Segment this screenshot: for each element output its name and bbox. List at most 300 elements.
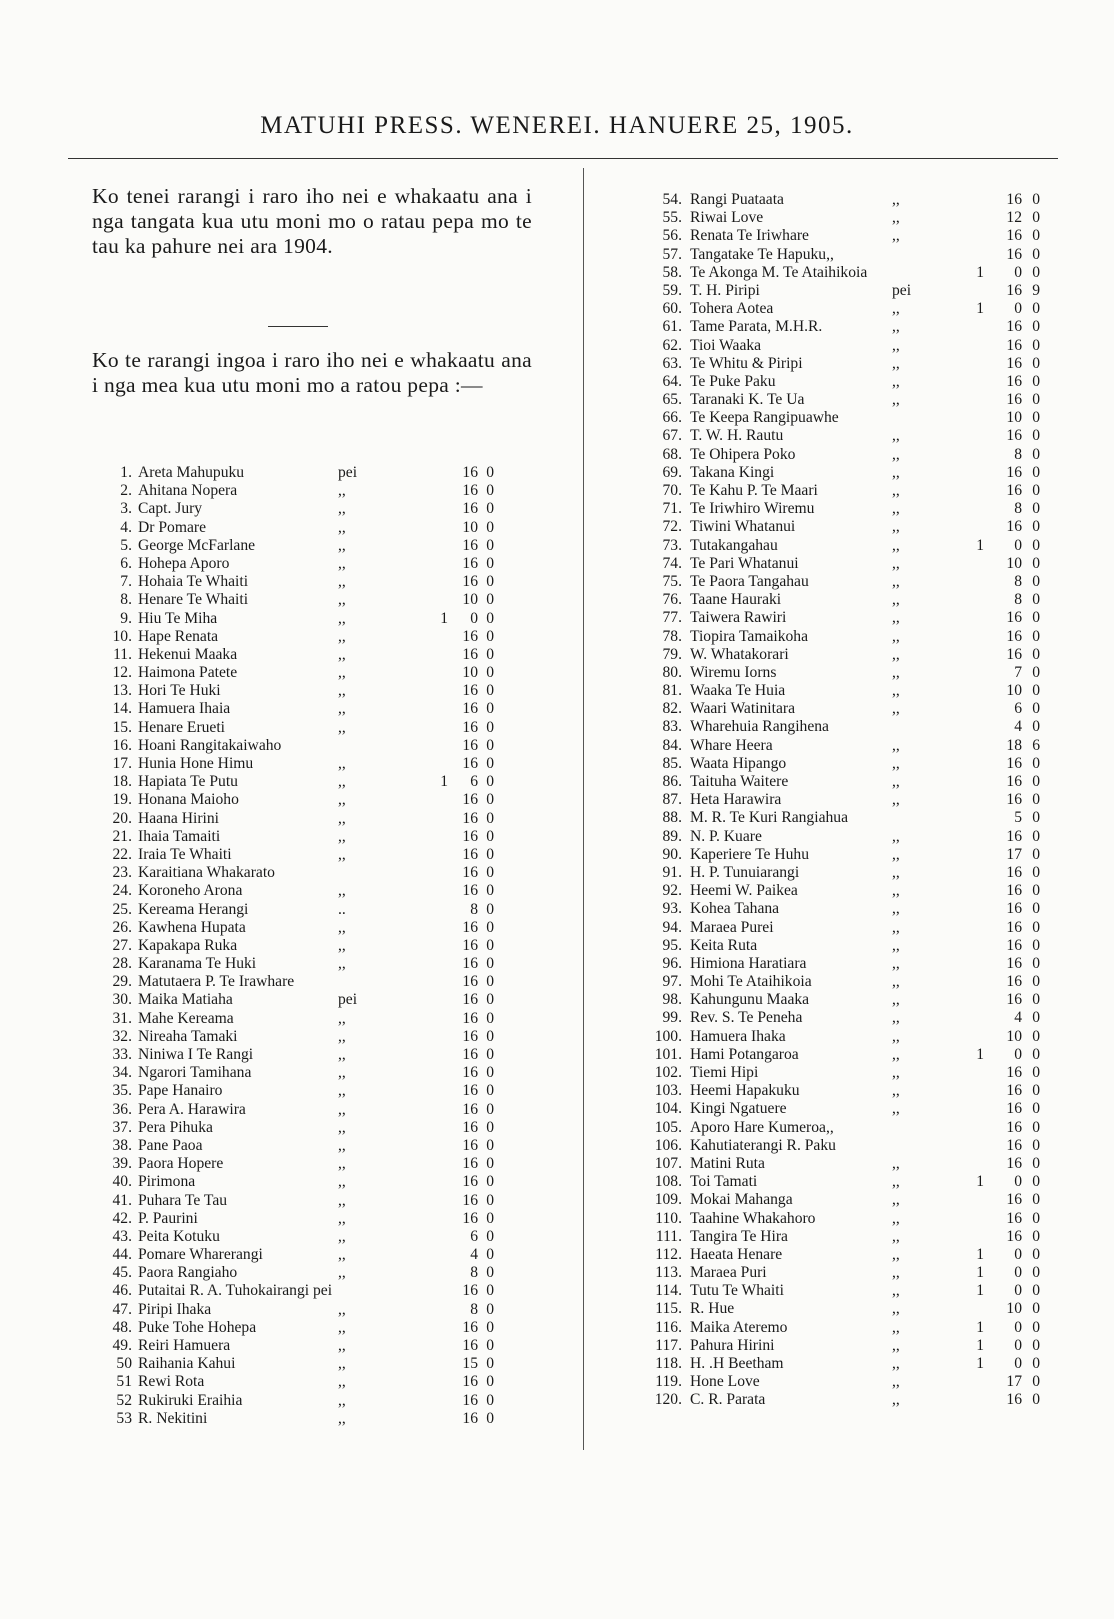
entry-name: Heemi Hapakuku (690, 1082, 800, 1100)
amount-shillings: 0 (1014, 1045, 1022, 1063)
entry-name: Tiopira Tamaikoha (690, 627, 809, 645)
entry-number: 28. (112, 955, 132, 973)
amount-pence: 0 (486, 1300, 494, 1318)
amount-pence: 0 (486, 955, 494, 973)
entry-name: W. Whatakorari (690, 645, 789, 663)
page-header: MATUHI PRESS. WENEREI. HANUERE 25, 1905. (260, 112, 854, 139)
amount-shillings: 0 (1014, 1336, 1022, 1354)
list-item (640, 318, 1080, 336)
entry-mark: ,, (338, 645, 346, 663)
amount-pence: 0 (1032, 936, 1040, 954)
entry-number: 88. (662, 809, 682, 827)
entry-number: 78. (662, 627, 682, 645)
entry-name: Pape Hanairo (138, 1082, 223, 1100)
amount-pence: 0 (1032, 609, 1040, 627)
list-item (92, 1282, 512, 1300)
list-item (640, 1355, 1080, 1373)
entry-number: 115. (655, 1300, 682, 1318)
entry-name: Kereama Herangi (138, 900, 249, 918)
amount-shillings: 16 (1006, 245, 1022, 263)
entry-name: T. W. H. Rautu (690, 427, 784, 445)
amount-shillings: 6 (470, 773, 478, 791)
amount-pence: 0 (1032, 463, 1040, 481)
list-item (640, 955, 1080, 973)
amount-shillings: 16 (1006, 991, 1022, 1009)
amount-shillings: 17 (1006, 845, 1022, 863)
list-item (640, 300, 1080, 318)
entry-number: 37. (112, 1118, 132, 1136)
amount-shillings: 16 (1006, 354, 1022, 372)
entry-number: 82. (662, 700, 682, 718)
amount-pence: 0 (1032, 554, 1040, 572)
list-item (640, 555, 1080, 573)
amount-shillings: 16 (1006, 1209, 1022, 1227)
entry-mark: ,, (892, 1245, 900, 1263)
entry-number: 39. (112, 1155, 132, 1173)
amount-pence: 0 (1032, 954, 1040, 972)
entry-mark: ,, (338, 1355, 346, 1373)
entry-number: 95. (662, 936, 682, 954)
amount-shillings: 16 (1006, 754, 1022, 772)
amount-shillings: 16 (462, 645, 478, 663)
amount-pence: 0 (486, 1355, 494, 1373)
amount-shillings: 16 (462, 1100, 478, 1118)
amount-pence: 0 (1032, 336, 1040, 354)
amount-pence: 0 (1032, 809, 1040, 827)
entry-mark: ,, (892, 1154, 900, 1172)
entry-number: 111. (655, 1227, 682, 1245)
list-item (640, 700, 1080, 718)
entry-mark: ,, (338, 1300, 346, 1318)
list-item (640, 337, 1080, 355)
list-item (92, 973, 512, 991)
amount-pence: 0 (486, 1064, 494, 1082)
entry-number: 14. (112, 700, 132, 718)
entry-mark: ,, (892, 882, 900, 900)
entry-number: 83. (662, 718, 682, 736)
entry-mark: ,, (338, 1082, 346, 1100)
amount-pence: 0 (1032, 209, 1040, 227)
amount-shillings: 0 (1014, 1318, 1022, 1336)
entry-number: 75. (662, 572, 682, 590)
entry-mark: ,, (892, 1173, 900, 1191)
amount-pounds: 1 (976, 1318, 984, 1336)
list-item (640, 209, 1080, 227)
entry-number: 56. (662, 227, 682, 245)
amount-shillings: 10 (462, 591, 478, 609)
list-item (640, 809, 1080, 827)
list-item (640, 1028, 1080, 1046)
entry-name: Kawhena Hupata (138, 918, 246, 936)
entry-mark: ,, (892, 1082, 900, 1100)
entry-mark: ,, (892, 445, 900, 463)
list-item (92, 1064, 512, 1082)
amount-shillings: 16 (462, 809, 478, 827)
amount-pence: 0 (486, 882, 494, 900)
entry-number: 7. (120, 573, 132, 591)
amount-pence: 0 (1032, 1227, 1040, 1245)
list-item (92, 737, 512, 755)
amount-pence: 0 (1032, 1173, 1040, 1191)
list-item (92, 755, 512, 773)
entry-name: Heemi W. Paikea (690, 882, 798, 900)
entry-name: C. R. Parata (690, 1391, 766, 1409)
amount-shillings: 16 (462, 791, 478, 809)
amount-pence: 0 (486, 936, 494, 954)
list-item (92, 1392, 512, 1410)
entry-number: 27. (112, 936, 132, 954)
list-item (92, 1010, 512, 1028)
amount-shillings: 16 (462, 464, 478, 481)
entry-number: 74. (662, 554, 682, 572)
amount-shillings: 8 (1014, 591, 1022, 609)
entry-number: 97. (662, 973, 682, 991)
amount-pence: 0 (1032, 372, 1040, 390)
entry-number: 31. (112, 1009, 132, 1027)
entry-number: 109. (654, 1191, 682, 1209)
amount-pence: 0 (1032, 1009, 1040, 1027)
amount-shillings: 16 (1006, 1118, 1022, 1136)
list-item (640, 628, 1080, 646)
entry-number: 33. (112, 1046, 132, 1063)
entry-name: Rukiruki Eraihia (138, 1391, 243, 1409)
list-item (640, 1009, 1080, 1027)
amount-shillings: 16 (462, 627, 478, 645)
entry-name: Taranaki K. Te Ua (690, 391, 805, 409)
entry-mark: ,, (892, 609, 900, 627)
entry-name: Aporo Hare Kumeroa,, (690, 1118, 834, 1136)
amount-pence: 0 (1032, 1064, 1040, 1081)
list-item (92, 664, 512, 682)
entry-number: 102. (654, 1064, 682, 1081)
entry-name: Hapiata Te Putu (138, 773, 238, 791)
entry-name: Taane Hauraki (690, 591, 782, 609)
list-item (640, 1082, 1080, 1100)
entry-name: P. Paurini (138, 1209, 198, 1227)
entry-mark: ,, (892, 973, 900, 991)
entry-number: 113. (655, 1264, 682, 1282)
amount-pence: 0 (486, 1227, 494, 1245)
amount-shillings: 16 (462, 973, 478, 991)
entry-number: 100. (654, 1027, 682, 1045)
entry-number: 54. (662, 191, 682, 208)
entry-name: Henare Erueti (138, 718, 226, 736)
amount-pence: 0 (1032, 1154, 1040, 1172)
amount-pounds: 1 (976, 1245, 984, 1263)
list-item (92, 1137, 512, 1155)
amount-pence: 0 (486, 591, 494, 609)
list-item (640, 991, 1080, 1009)
list-item (92, 1319, 512, 1337)
entry-name: Taiwera Rawiri (690, 609, 787, 627)
entry-mark: ,, (892, 1373, 900, 1391)
entry-number: 16. (112, 736, 132, 754)
entry-mark: ,, (892, 918, 900, 936)
entry-number: 13. (112, 682, 132, 700)
amount-shillings: 16 (462, 936, 478, 954)
amount-pence: 0 (1032, 1245, 1040, 1263)
entry-mark: ,, (338, 718, 346, 736)
amount-pence: 0 (1032, 1209, 1040, 1227)
amount-shillings: 16 (462, 1082, 478, 1100)
entry-mark: ,, (892, 1264, 900, 1282)
amount-shillings: 10 (1006, 1300, 1022, 1318)
entry-number: 62. (662, 336, 682, 354)
entry-number: 98. (662, 991, 682, 1009)
amount-shillings: 16 (1006, 918, 1022, 936)
entry-name: Taituha Waitere (690, 773, 789, 790)
entry-mark: pei (892, 281, 912, 299)
entry-mark: ,, (338, 1155, 346, 1173)
entry-mark: ,, (892, 536, 900, 554)
entry-number: 77. (662, 609, 682, 627)
entry-name: Riwai Love (690, 209, 764, 227)
entry-mark: ,, (338, 591, 346, 609)
entry-mark: ,, (892, 300, 900, 318)
amount-shillings: 16 (462, 827, 478, 845)
amount-pence: 0 (1032, 918, 1040, 936)
entry-name: Karanama Te Huki (138, 955, 257, 973)
entry-name: Tohera Aotea (690, 300, 774, 318)
list-item (640, 573, 1080, 591)
entry-name: M. R. Te Kuri Rangiahua (690, 809, 849, 827)
list-item (640, 373, 1080, 391)
entry-mark: ,, (338, 918, 346, 936)
entry-mark: ,, (338, 955, 346, 973)
entry-name: Hami Potangaroa (690, 1045, 799, 1063)
entry-name: Puke Tohe Hohepa (138, 1318, 257, 1336)
list-item (92, 828, 512, 846)
list-item (640, 1137, 1080, 1155)
entry-number: 38. (112, 1136, 132, 1154)
amount-pence: 6 (1032, 736, 1040, 754)
amount-shillings: 16 (462, 1136, 478, 1154)
entry-name: Te Puke Paku (690, 372, 776, 390)
entry-name: Hohaia Te Whaiti (138, 573, 249, 591)
header-rule (68, 158, 1058, 159)
entry-name: Mahe Kereama (138, 1009, 234, 1027)
amount-shillings: 4 (1014, 718, 1022, 736)
entry-number: 68. (662, 445, 682, 463)
entry-number: 79. (662, 645, 682, 663)
amount-shillings: 16 (462, 1064, 478, 1082)
entry-number: 57. (662, 245, 682, 263)
amount-shillings: 8 (1014, 445, 1022, 463)
amount-shillings: 16 (462, 500, 478, 518)
entry-number: 93. (662, 900, 682, 918)
entry-mark: ,, (892, 1318, 900, 1336)
entry-mark: ,, (892, 372, 900, 390)
list-item (92, 482, 512, 500)
list-item (92, 791, 512, 809)
entry-mark: ,, (892, 1282, 900, 1300)
list-item (92, 719, 512, 737)
entry-number: 84. (662, 736, 682, 754)
entry-mark: ,, (892, 463, 900, 481)
amount-pence: 0 (1032, 882, 1040, 900)
entry-mark: ,, (338, 809, 346, 827)
entry-number: 73. (662, 536, 682, 554)
entry-mark: ,, (338, 882, 346, 900)
amount-pence: 0 (1032, 1136, 1040, 1154)
amount-shillings: 16 (462, 1027, 478, 1045)
column-divider (583, 168, 584, 1450)
list-item (92, 846, 512, 864)
entry-mark: ,, (338, 791, 346, 809)
entry-name: T. H. Piripi (690, 281, 760, 299)
entry-number: 96. (662, 954, 682, 972)
entry-number: 51 (116, 1373, 132, 1391)
amount-pence: 0 (1032, 318, 1040, 336)
entry-mark: ,, (892, 591, 900, 609)
entry-name: Kaperiere Te Huhu (690, 845, 809, 863)
list-item (92, 810, 512, 828)
entry-number: 45. (112, 1264, 132, 1282)
entry-name: Maraea Puri (690, 1264, 767, 1282)
list-item (640, 718, 1080, 736)
list-item (640, 1264, 1080, 1282)
entry-number: 64. (662, 372, 682, 390)
amount-shillings: 6 (470, 1227, 478, 1245)
entry-number: 6. (120, 554, 132, 572)
entry-number: 23. (112, 864, 132, 882)
amount-shillings: 16 (1006, 791, 1022, 809)
entry-mark: ,, (338, 1118, 346, 1136)
entry-name: Pirimona (138, 1173, 196, 1191)
entry-name: Kahungunu Maaka (690, 991, 810, 1009)
list-item (640, 609, 1080, 627)
entry-mark: ,, (892, 1027, 900, 1045)
entry-name: Waata Hipango (690, 754, 787, 772)
entry-name: Honana Maioho (138, 791, 239, 809)
entry-number: 36. (112, 1100, 132, 1118)
amount-pence: 0 (486, 536, 494, 554)
entry-name: Hone Love (690, 1373, 760, 1391)
entry-name: Pera Pihuka (138, 1118, 213, 1136)
amount-pence: 0 (1032, 845, 1040, 863)
intro-paragraph-1: Ko tenei rarangi i raro iho nei e whakaatu ana i nga tangata kua utu moni mo o ratau pepa mo te tau ka pahure nei ara 1904. (92, 184, 532, 258)
list-item (640, 591, 1080, 609)
entry-number: 48. (112, 1318, 132, 1336)
amount-shillings: 16 (462, 1318, 478, 1336)
entry-name: Tutakangahau (690, 536, 778, 554)
entry-name: Reiri Hamuera (138, 1337, 231, 1354)
entry-name: Raihania Kahui (138, 1355, 236, 1373)
entry-name: Keita Ruta (690, 936, 758, 954)
amount-pence: 0 (1032, 1391, 1040, 1409)
amount-pence: 0 (1032, 245, 1040, 263)
list-item (640, 755, 1080, 773)
amount-pounds: 1 (976, 1355, 984, 1372)
amount-pence: 0 (486, 1318, 494, 1336)
amount-pence: 0 (1032, 1355, 1040, 1372)
amount-shillings: 16 (1006, 191, 1022, 208)
amount-pence: 0 (1032, 1300, 1040, 1318)
amount-shillings: 16 (1006, 609, 1022, 627)
amount-pence: 0 (1032, 754, 1040, 772)
entry-number: 12. (112, 664, 132, 682)
list-item (92, 1301, 512, 1319)
entry-name: Ngarori Tamihana (138, 1064, 252, 1082)
amount-shillings: 16 (1006, 1191, 1022, 1209)
entry-mark: ,, (338, 1373, 346, 1391)
entry-name: Paora Hopere (138, 1155, 224, 1173)
entry-number: 67. (662, 427, 682, 445)
amount-shillings: 16 (462, 536, 478, 554)
list-item (640, 464, 1080, 482)
amount-pence: 0 (486, 809, 494, 827)
list-item (92, 628, 512, 646)
amount-shillings: 16 (462, 991, 478, 1009)
amount-pence: 9 (1032, 281, 1040, 299)
list-item (640, 1119, 1080, 1137)
list-item (92, 1028, 512, 1046)
entry-mark: ,, (338, 1391, 346, 1409)
amount-pence: 0 (1032, 645, 1040, 663)
list-item (640, 1282, 1080, 1300)
list-item (640, 846, 1080, 864)
list-item (92, 573, 512, 591)
amount-pence: 0 (1032, 1264, 1040, 1282)
amount-pence: 0 (486, 464, 494, 481)
entry-mark: ,, (338, 1136, 346, 1154)
list-item (92, 864, 512, 882)
amount-shillings: 16 (462, 1155, 478, 1173)
entry-number: 18. (112, 773, 132, 791)
list-item (640, 1319, 1080, 1337)
amount-shillings: 16 (462, 682, 478, 700)
amount-pence: 0 (486, 1209, 494, 1227)
amount-shillings: 16 (462, 845, 478, 863)
entry-mark: ,, (338, 573, 346, 591)
entry-name: H. P. Tunuiarangi (690, 863, 800, 881)
list-item (92, 500, 512, 518)
amount-shillings: 8 (1014, 500, 1022, 518)
list-item (640, 664, 1080, 682)
entry-name: Maika Ateremo (690, 1318, 788, 1336)
amount-pence: 0 (1032, 973, 1040, 991)
amount-shillings: 8 (470, 1264, 478, 1282)
entry-number: 110. (655, 1209, 682, 1227)
amount-shillings: 16 (1006, 372, 1022, 390)
amount-pence: 0 (1032, 409, 1040, 427)
list-item (92, 610, 512, 628)
amount-shillings: 16 (462, 882, 478, 900)
entry-mark: ,, (338, 1009, 346, 1027)
amount-shillings: 16 (1006, 1227, 1022, 1245)
list-item (92, 1101, 512, 1119)
entry-mark: ,, (892, 427, 900, 445)
amount-pence: 0 (1032, 1373, 1040, 1391)
amount-shillings: 16 (462, 573, 478, 591)
entry-mark: ,, (892, 791, 900, 809)
list-item (640, 246, 1080, 264)
list-item (640, 1100, 1080, 1118)
amount-pence: 0 (1032, 991, 1040, 1009)
entry-number: 92. (662, 882, 682, 900)
entry-name: Te Ohipera Poko (690, 445, 796, 463)
entry-mark: ,, (338, 609, 346, 627)
entry-number: 76. (662, 591, 682, 609)
list-item (92, 1246, 512, 1264)
entry-name: Putaitai R. A. Tuhokairangi pei (138, 1282, 333, 1300)
list-item (640, 973, 1080, 991)
entry-mark: ,, (892, 754, 900, 772)
amount-shillings: 16 (1006, 227, 1022, 245)
amount-pence: 0 (486, 1373, 494, 1391)
amount-pounds: 1 (976, 1336, 984, 1354)
amount-pence: 0 (486, 918, 494, 936)
